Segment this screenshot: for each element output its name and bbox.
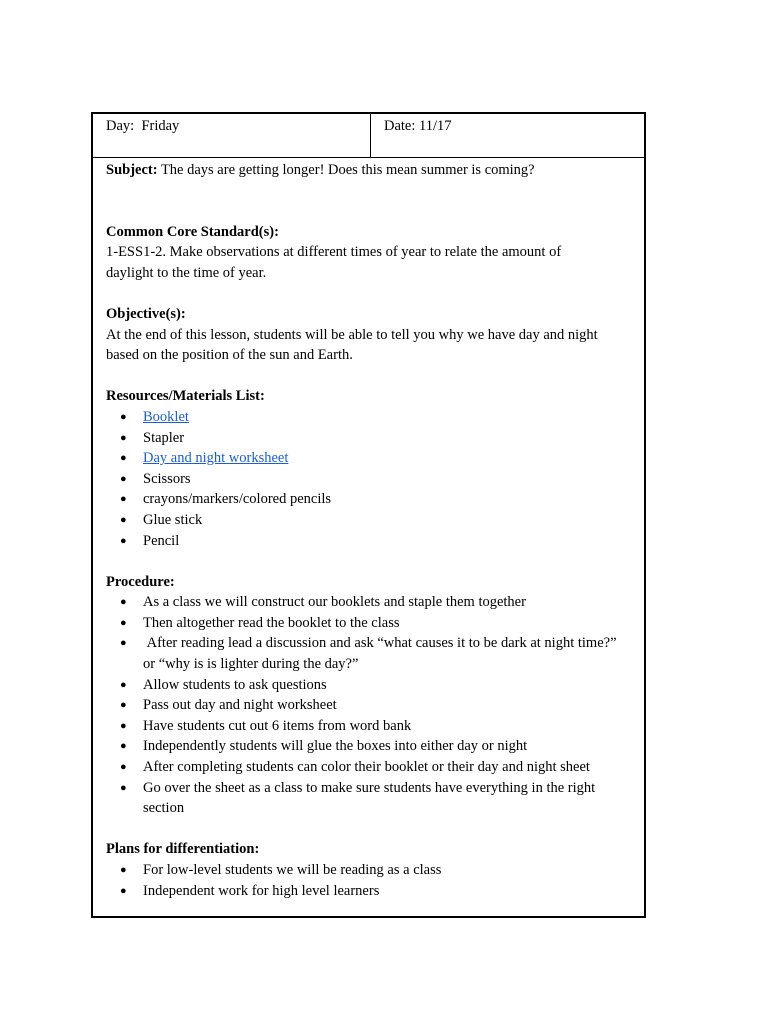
differentiation-list	[106, 860, 632, 901]
lesson-body	[93, 158, 644, 916]
list-item	[106, 778, 632, 819]
list-item	[106, 860, 632, 881]
procedure-step: Go over the sheet as a class to make sure students have everything in the right section	[143, 779, 596, 817]
list-item	[106, 633, 632, 674]
list-item	[106, 613, 632, 634]
objectives-heading: Objective(s):	[106, 305, 186, 322]
procedure-step: Have students cut out 6 items from word bank	[143, 717, 412, 734]
list-item	[106, 716, 632, 737]
procedure-heading: Procedure:	[106, 573, 175, 590]
booklet-link[interactable]: Booklet	[143, 408, 189, 425]
material-text: Stapler	[143, 429, 185, 446]
subject-line	[106, 160, 632, 181]
list-item	[106, 757, 632, 778]
list-item	[106, 428, 632, 449]
standards-heading: Common Core Standard(s):	[106, 223, 279, 240]
day-label: Day:	[106, 118, 135, 134]
procedure-step: Then altogether read the booklet to the class	[143, 614, 400, 631]
materials-list	[106, 407, 632, 551]
list-item	[106, 531, 632, 552]
list-item	[106, 695, 632, 716]
procedure-step: As a class we will construct our booklets and staple them together	[143, 594, 526, 611]
date-cell	[371, 114, 644, 161]
subject-label: Subject:	[106, 162, 158, 178]
procedure-list	[106, 592, 632, 819]
date-label: Date:	[384, 118, 416, 134]
day-value: Friday	[141, 118, 180, 134]
differentiation-item: Independent work for high level learners	[143, 882, 380, 899]
objectives-line-1: At the end of this lesson, students will be able to tell you why we have day and night	[106, 326, 598, 343]
differentiation-item: For low-level students we will be reading as a class	[143, 862, 442, 878]
list-item	[106, 510, 632, 531]
differentiation-heading: Plans for differentiation:	[106, 841, 260, 858]
material-text: Glue stick	[143, 511, 203, 528]
list-item	[106, 489, 632, 510]
material-text: Scissors	[143, 470, 191, 487]
lesson-plan-table	[91, 112, 646, 918]
day-cell	[93, 114, 371, 157]
material-text: crayons/markers/colored pencils	[143, 491, 332, 508]
list-item	[106, 675, 632, 696]
list-item	[106, 592, 632, 613]
procedure-step: Pass out day and night worksheet	[143, 697, 337, 714]
list-item	[106, 469, 632, 490]
standards-line-1: 1-ESS1-2. Make observations at different times of year to relate the amount of	[106, 244, 562, 261]
procedure-step: After reading lead a discussion and ask “what causes it to be dark at night time?” or “why is is lighter during the day?”	[143, 635, 621, 673]
materials-heading: Resources/Materials List:	[106, 388, 265, 405]
header-row	[93, 114, 644, 158]
procedure-step: Independently students will glue the boxes into either day or night	[143, 738, 528, 755]
list-item[interactable]	[106, 407, 632, 428]
subject-text: The days are getting longer! Does this mean summer is coming?	[160, 162, 535, 178]
objectives-line-2: based on the position of the sun and Earth.	[106, 347, 353, 364]
procedure-step: Allow students to ask questions	[143, 676, 327, 693]
list-item	[106, 881, 632, 902]
material-text: Pencil	[143, 532, 180, 549]
list-item[interactable]	[106, 448, 632, 469]
date-value: 11/17	[419, 118, 452, 134]
standards-line-2: daylight to the time of year.	[106, 264, 267, 281]
worksheet-link[interactable]: Day and night worksheet	[143, 450, 289, 467]
list-item	[106, 736, 632, 757]
procedure-step: After completing students can color their booklet or their day and night sheet	[143, 759, 590, 776]
